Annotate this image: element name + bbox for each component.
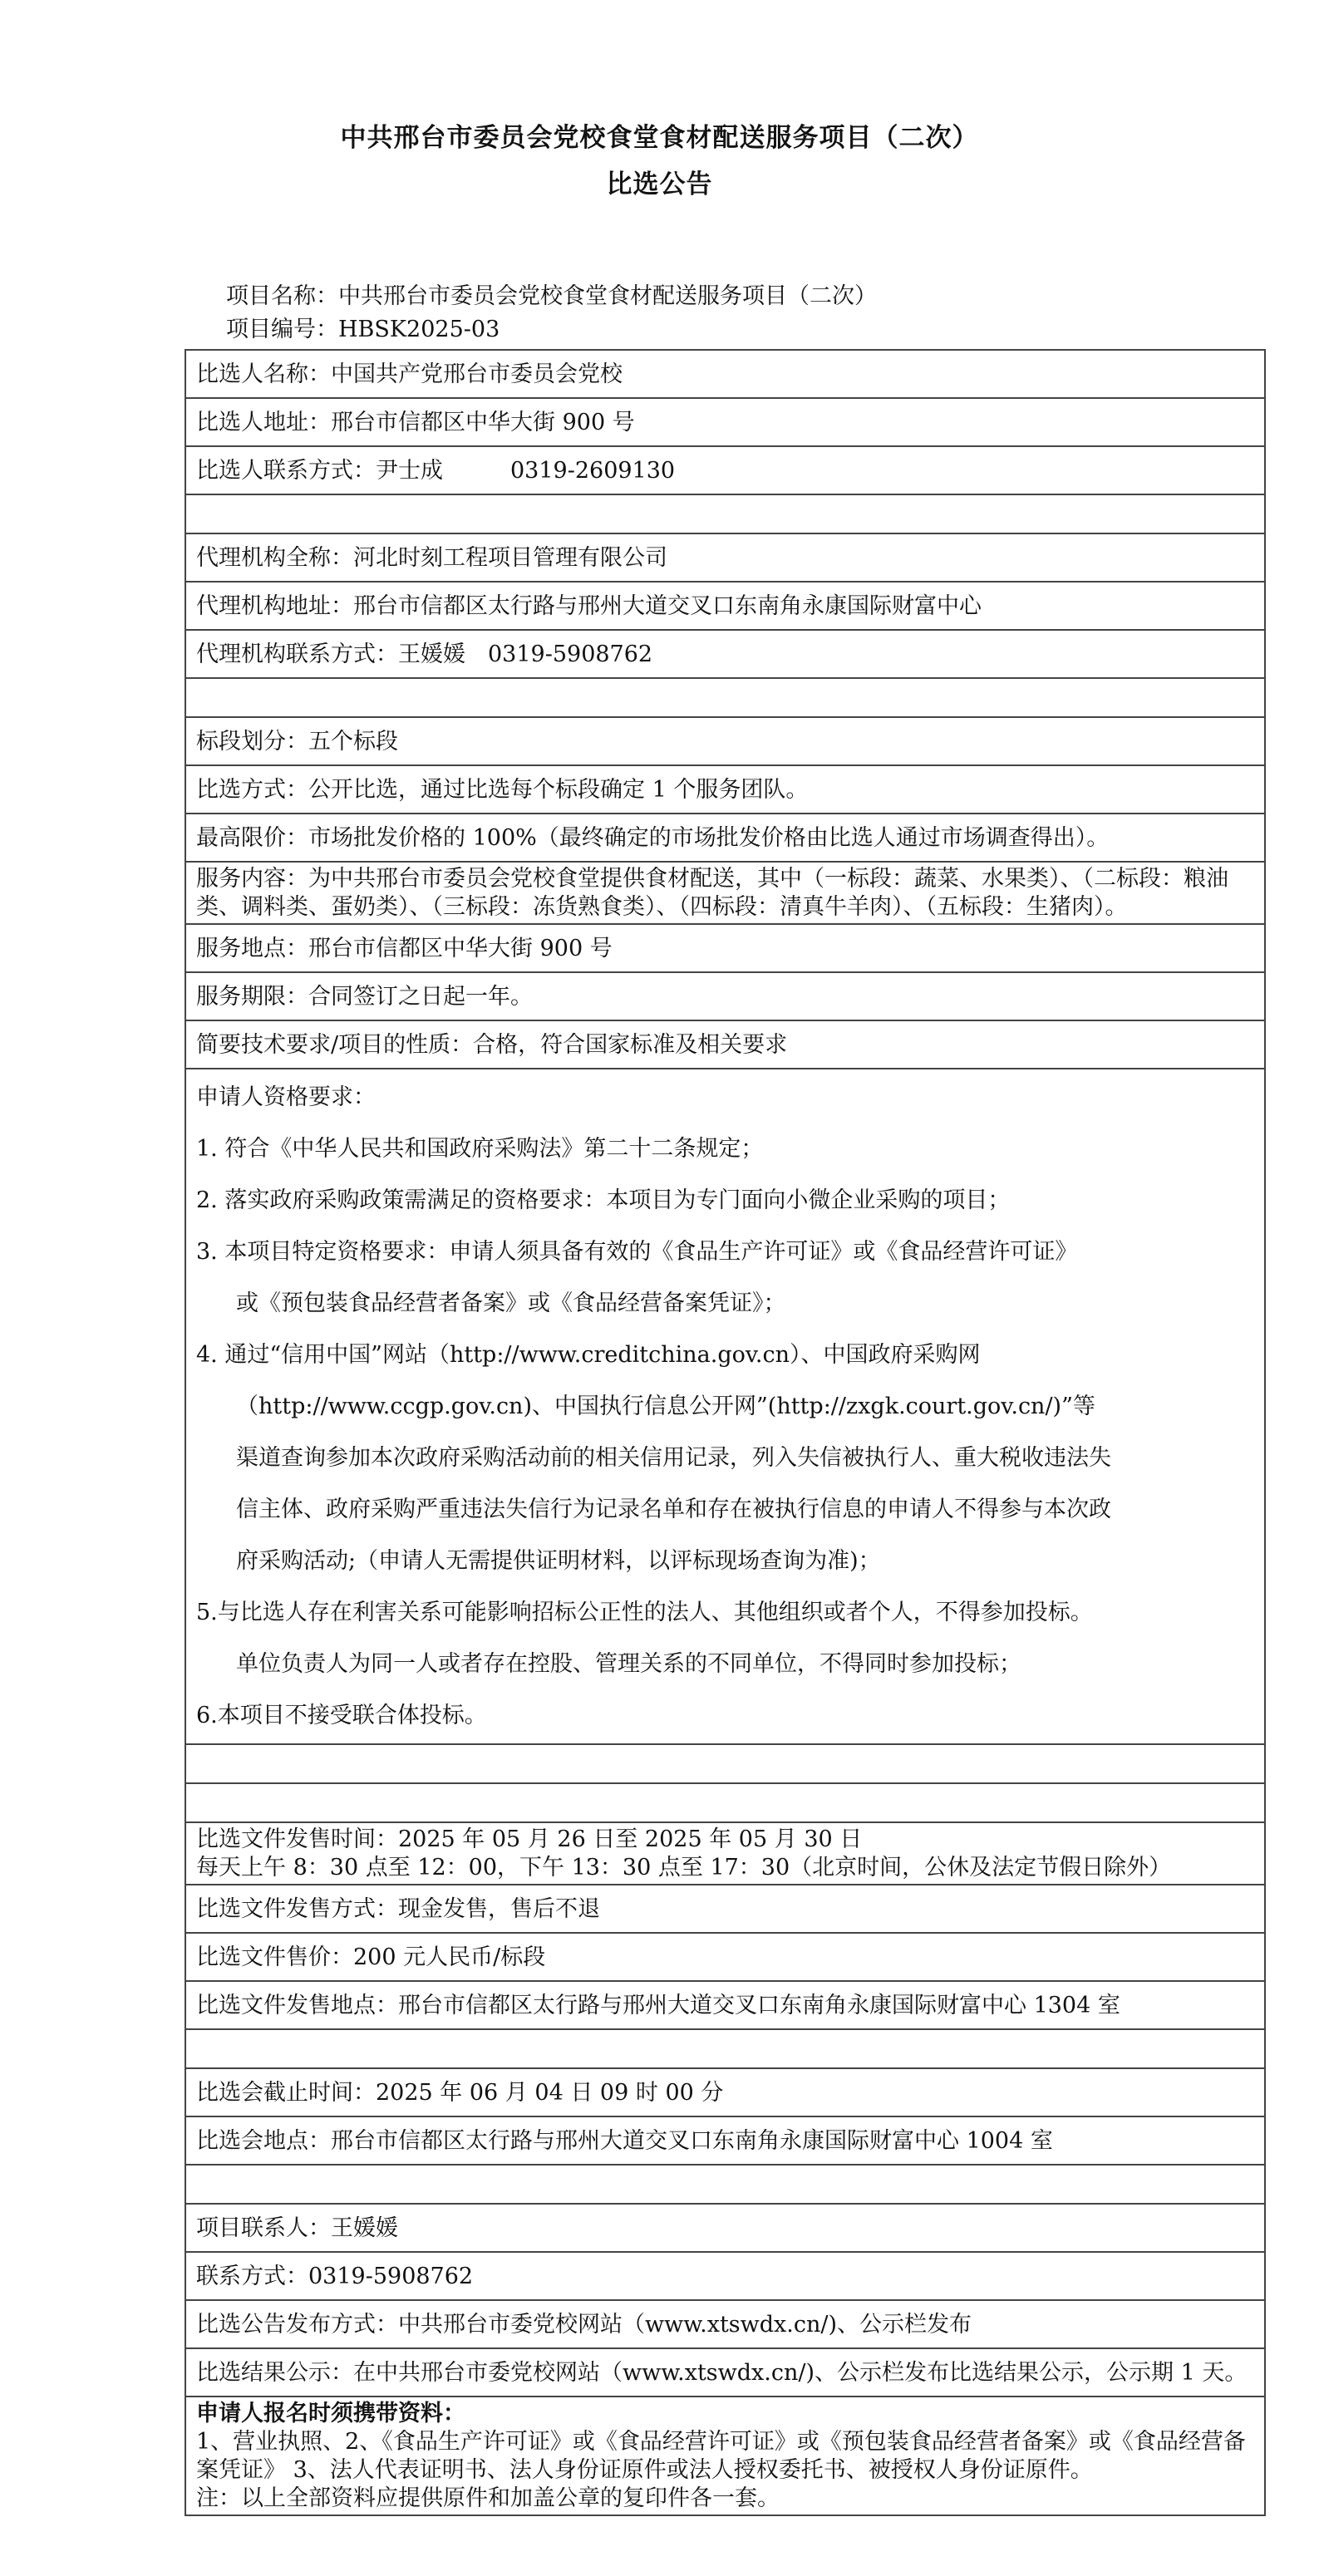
agency-name: 代理机构全称：河北时刻工程项目管理有限公司 — [185, 533, 1265, 582]
service-content: 服务内容：为中共邢台市委员会党校食堂提供食材配送，其中（一标段：蔬菜、水果类）、（二标段：粮油类、调料类、蛋奶类）、（三标段：冻货熟食类）、（四标段：清真牛羊肉）、（五标段：生猪肉）。 — [185, 862, 1265, 924]
qualification-item-cont: （http://www.ccgp.gov.cn)、中国执行信息公开网”(http://zxgk.court.gov.cn/)”等 — [236, 1394, 1095, 1419]
sale-time-dates: 比选文件发售时间：2025 年 05 月 26 日至 2025 年 05 月 30 日 — [196, 1826, 863, 1852]
service-period: 服务期限：合同签订之日起一年。 — [185, 972, 1265, 1020]
spacer-row — [185, 2029, 1265, 2068]
meeting-deadline: 比选会截止时间：2025 年 06 月 04 日 09 时 00 分 — [185, 2068, 1265, 2116]
materials-note: 注：以上全部资料应提供原件和加盖公章的复印件各一套。 — [196, 2485, 780, 2511]
sale-price: 比选文件售价：200 元人民币/标段 — [185, 1933, 1265, 1981]
spacer-row — [185, 1783, 1265, 1822]
qualification-item-cont: 信主体、政府采购严重违法失信行为记录名单和存在被执行信息的申请人不得参与本次政 — [236, 1497, 1111, 1522]
qualification-item: 5.与比选人存在利害关系可能影响招标公正性的法人、其他组织或者个人，不得参加投标。 — [196, 1600, 1093, 1625]
agency-contact: 代理机构联系方式：王媛媛 0319-5908762 — [185, 630, 1265, 678]
required-materials — [185, 2397, 1265, 2515]
qualification-item-cont: 府采购活动;（申请人无需提供证明材料，以评标现场查询为准)； — [236, 1548, 881, 1574]
qualification-item: 3. 本项目特定资格要求：申请人须具备有效的《食品生产许可证》或《食品经营许可证》 — [196, 1239, 1078, 1265]
qualification-item: 1. 符合《中华人民共和国政府采购法》第二十二条规定； — [196, 1136, 764, 1162]
contact-phone: 联系方式：0319-5908762 — [185, 2252, 1265, 2300]
sale-place: 比选文件发售地点：邢台市信都区太行路与邢州大道交叉口东南角永康国际财富中心 1304 室 — [185, 1981, 1265, 2029]
qualification-item: 2. 落实政府采购政策需满足的资格要求：本项目为专门面向小微企业采购的项目； — [196, 1187, 1011, 1213]
agency-address: 代理机构地址：邢台市信都区太行路与邢州大道交叉口东南角永康国际财富中心 — [185, 582, 1265, 630]
service-location: 服务地点：邢台市信都区中华大街 900 号 — [185, 924, 1265, 972]
qualification-item-cont: 或《预包装食品经营者备案》或《食品经营备案凭证》； — [236, 1290, 786, 1316]
qualification-item: 6.本项目不接受联合体投标。 — [196, 1703, 487, 1728]
qualifications-heading: 申请人资格要求： — [196, 1084, 376, 1110]
sale-method: 比选文件发售方式：现金发售，售后不退 — [185, 1885, 1265, 1933]
lot-division: 标段划分：五个标段 — [185, 717, 1265, 765]
announcement-table — [185, 349, 1266, 2516]
applicant-qualifications — [185, 1069, 1265, 1744]
project-code: 项目编号：HBSK2025-03 — [226, 317, 500, 342]
qualification-item-cont: 单位负责人为同一人或者存在控股、管理关系的不同单位，不得同时参加投标； — [236, 1651, 1021, 1677]
spacer-row — [185, 678, 1265, 717]
selection-method: 比选方式：公开比选，通过比选每个标段确定 1 个服务团队。 — [185, 765, 1265, 814]
page-subtitle: 比选公告 — [606, 170, 713, 199]
materials-heading: 申请人报名时须携带资料： — [196, 2401, 465, 2426]
spacer-row — [185, 1744, 1265, 1783]
meeting-place: 比选会地点：邢台市信都区太行路与邢州大道交叉口东南角永康国际财富中心 1004 室 — [185, 2116, 1265, 2165]
technical-requirements: 简要技术要求/项目的性质：合格，符合国家标准及相关要求 — [185, 1020, 1265, 1069]
max-price: 最高限价：市场批发价格的 100%（最终确定的市场批发价格由比选人通过市场调查得出）。 — [185, 814, 1265, 862]
selector-name: 比选人名称：中国共产党邢台市委员会党校 — [185, 350, 1265, 398]
spacer-row — [185, 494, 1265, 533]
qualification-item: 4. 通过“信用中国”网站（http://www.creditchina.gov.cn）、中国政府采购网 — [196, 1342, 981, 1368]
sale-time-hours: 每天上午 8：30 点至 12：00，下午 13：30 点至 17：30（北京时间，公休及法定节假日除外） — [196, 1855, 1172, 1880]
sale-time — [185, 1822, 1265, 1885]
project-name: 项目名称：中共邢台市委员会党校食堂食材配送服务项目（二次） — [226, 283, 877, 309]
publish-method: 比选公告发布方式：中共邢台市委党校网站（www.xtswdx.cn/)、公示栏发布 — [185, 2300, 1265, 2348]
spacer-row — [185, 2165, 1265, 2204]
materials-list: 1、营业执照、2、《食品生产许可证》或《食品经营许可证》或《预包装食品经营者备案》或《食品经营备案凭证》 3、法人代表证明书、法人身份证原件或法人授权委托书、被授权人身份证原件。 — [196, 2429, 1246, 2483]
contact-person: 项目联系人：王媛媛 — [185, 2204, 1265, 2252]
page-title: 中共邢台市委员会党校食堂食材配送服务项目（二次） — [340, 123, 979, 153]
selector-address: 比选人地址：邢台市信都区中华大街 900 号 — [185, 398, 1265, 446]
qualification-item-cont: 渠道查询参加本次政府采购活动前的相关信用记录，列入失信被执行人、重大税收违法失 — [236, 1445, 1111, 1471]
selector-contact: 比选人联系方式：尹士成 0319-2609130 — [185, 446, 1265, 494]
result-publicity: 比选结果公示：在中共邢台市委党校网站（www.xtswdx.cn/)、公示栏发布比选结果公示，公示期 1 天。 — [185, 2348, 1265, 2397]
